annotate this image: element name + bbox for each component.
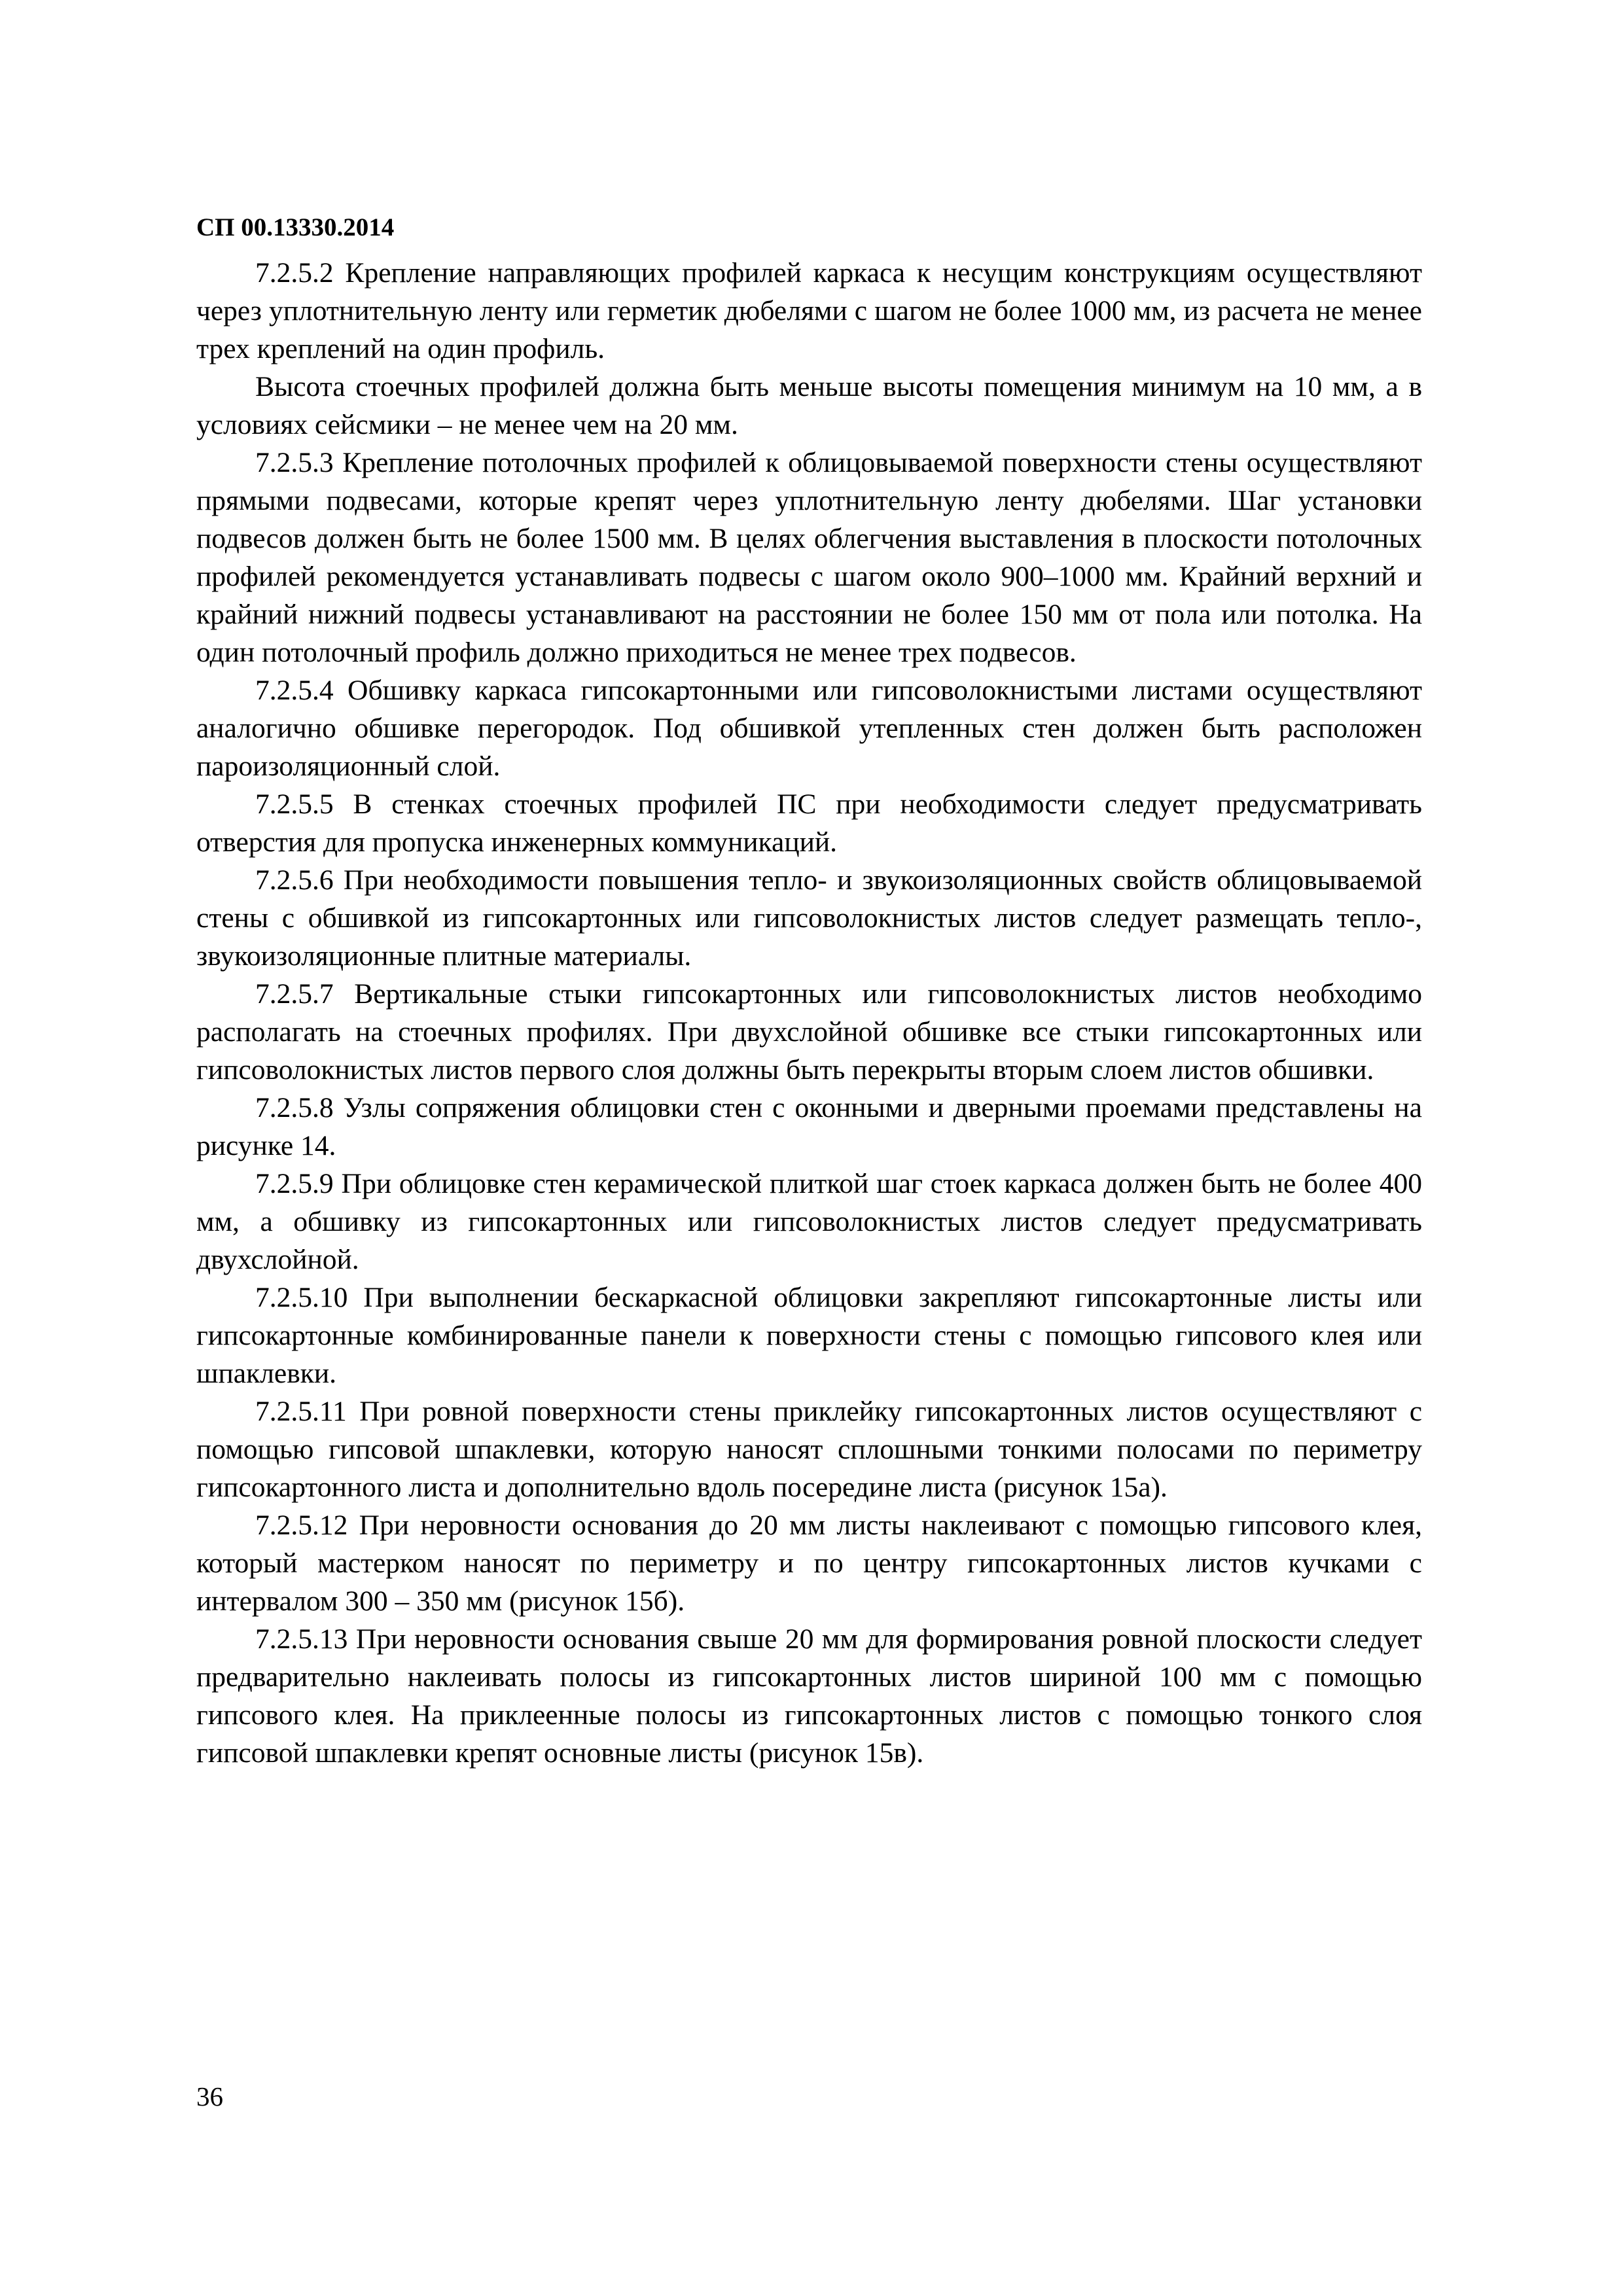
- paragraph-7-2-5-2: 7.2.5.2 Крепление направляющих профилей каркаса к несущим конструкциям осуществляют через уплотнительную ленту или герметик дюбелями с шагом не более 1000 мм, из расчета не менее трех креплений на один профиль.: [196, 257, 1422, 364]
- paragraph-7-2-5-10: 7.2.5.10 При выполнении бескаркасной облицовки закрепляют гипсокартонные листы или гипсокартонные комбинированные панели к поверхности стены с помощью гипсового клея или шпаклевки.: [196, 1282, 1422, 1389]
- paragraph-7-2-5-5: 7.2.5.5 В стенках стоечных профилей ПС при необходимости следует предусматривать отверстия для пропуска инженерных коммуникаций.: [196, 788, 1422, 858]
- document-body: [196, 254, 1422, 1772]
- paragraph-7-2-5-11: 7.2.5.11 При ровной поверхности стены приклейку гипсокартонных листов осуществляют с помощью гипсовой шпаклевки, которую наносят сплошными тонкими полосами по периметру гипсокартонного листа и дополнительно вдоль посередине листа (рисунок 15а).: [196, 1396, 1422, 1503]
- paragraph-7-2-5-4: 7.2.5.4 Обшивку каркаса гипсокартонными или гипсоволокнистыми листами осуществляют аналогично обшивке перегородок. Под обшивкой утепленных стен должен быть расположен пароизоляционный слой.: [196, 675, 1422, 782]
- document-code-header: СП 00.13330.2014: [196, 213, 395, 241]
- paragraph-7-2-5-9: 7.2.5.9 При облицовке стен керамической плиткой шаг стоек каркаса должен быть не более 400 мм, а обшивку из гипсокартонных или гипсоволокнистых листов следует предусматривать двухслойной.: [196, 1168, 1422, 1275]
- paragraph-7-2-5-12: 7.2.5.12 При неровности основания до 20 мм листы наклеивают с помощью гипсового клея, который мастерком наносят по периметру и по центру гипсокартонных листов кучками с интервалом 300 – 350 мм (рисунок 15б).: [196, 1510, 1422, 1617]
- paragraph-7-2-5-8: 7.2.5.8 Узлы сопряжения облицовки стен с оконными и дверными проемами представлены на рисунке 14.: [196, 1092, 1422, 1161]
- paragraph-7-2-5-13: 7.2.5.13 При неровности основания свыше 20 мм для формирования ровной плоскости следует предварительно наклеивать полосы из гипсокартонных листов шириной 100 мм с помощью гипсового клея. На приклеенные полосы из гипсокартонных листов с помощью тонкого слоя гипсовой шпаклевки крепят основные листы (рисунок 15в).: [196, 1623, 1422, 1769]
- paragraph-7-2-5-6: 7.2.5.6 При необходимости повышения тепло- и звукоизоляционных свойств облицовываемой стены с обшивкой из гипсокартонных или гипсоволокнистых листов следует размещать тепло-, звукоизоляционные плитные материалы.: [196, 864, 1422, 972]
- page-number: 36: [196, 2081, 223, 2111]
- paragraph-stud-height: Высота стоечных профилей должна быть меньше высоты помещения минимум на 10 мм, а в условиях сейсмики – не менее чем на 20 мм.: [196, 371, 1422, 440]
- paragraph-7-2-5-3: 7.2.5.3 Крепление потолочных профилей к облицовываемой поверхности стены осуществляют прямыми подвесами, которые крепят через уплотнительную ленту дюбелями. Шаг установки подвесов должен быть не более 1500 мм. В целях облегчения выставления в плоскости потолочных профилей рекомендуется устанавливать подвесы с шагом около 900–1000 мм. Крайний верхний и крайний нижний подвесы устанавливают на расстоянии не более 150 мм от пола или потолка. На один потолочный профиль должно приходиться не менее трех подвесов.: [196, 447, 1422, 668]
- paragraph-7-2-5-7: 7.2.5.7 Вертикальные стыки гипсокартонных или гипсоволокнистых листов необходимо располагать на стоечных профилях. При двухслойной обшивке все стыки гипсокартонных или гипсоволокнистых листов первого слоя должны быть перекрыты вторым слоем листов обшивки.: [196, 978, 1422, 1086]
